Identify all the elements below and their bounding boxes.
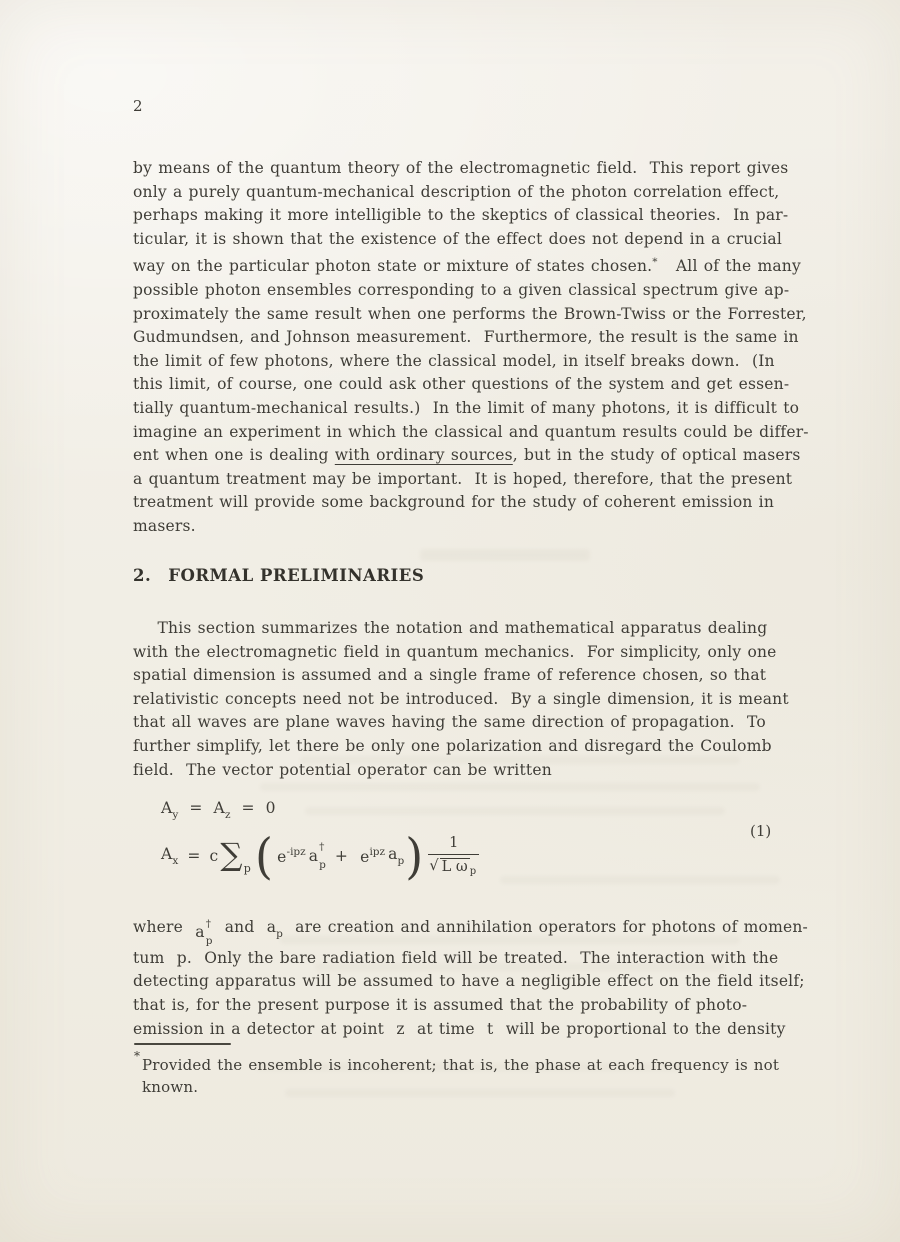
text-line: emission in a detector at point z at time t will be proportional to the density: [133, 1019, 786, 1038]
equation-number: (1): [750, 822, 772, 840]
radical-sign: √: [429, 857, 439, 874]
text-line: Provided the ensemble is incoherent; that is, the phase at each frequency is not: [142, 1056, 780, 1074]
text-line: proximately the same result when one performs the Brown-Twiss or the Forrester,: [133, 304, 807, 323]
footnote-marker: *: [134, 1049, 140, 1063]
summation-symbol: ∑ p: [220, 837, 251, 875]
text-line: that all waves are plane waves having the same direction of propagation. To: [133, 713, 766, 732]
math-A-z: $A_z$: [213, 799, 231, 821]
text-line: by means of the quantum theory of the electromagnetic field. This report gives: [133, 159, 789, 177]
math-creation-operator: a † p: [308, 841, 326, 871]
text-line: field. The vector potential operator can be written: [133, 760, 552, 779]
text-line: treatment will provide some background for the study of coherent emission in: [133, 493, 775, 512]
text-line: spatial dimension is assumed and a single frame of reference chosen, so that: [133, 666, 767, 685]
text-line: known.: [142, 1078, 199, 1096]
section-title: FORMAL PRELIMINARIES: [168, 566, 425, 585]
text-line: further simplify, let there be only one polarization and disregard the Coulomb: [133, 736, 772, 755]
text-line: possible photon ensembles corresponding to a given classical spectrum give ap-: [133, 280, 790, 299]
math-A-x: $A_x$: [161, 845, 179, 867]
text-line: that is, for the present purpose it is assumed that the probability of photo-: [133, 995, 748, 1014]
text-line: relativistic concepts need not be introduced. By a single dimension, it is meant: [133, 689, 789, 708]
math-fraction: 1 √ L ω p: [428, 835, 479, 877]
text-line: with the electromagnetic field in quantum mechanics. For simplicity, only one: [133, 642, 777, 661]
close-paren: ): [405, 827, 424, 885]
equals-sign: =: [189, 799, 203, 817]
text-line: the limit of few photons, where the classical model, in itself breaks down. (In: [133, 351, 775, 370]
paragraph-1: [133, 157, 809, 539]
open-paren: (: [255, 827, 274, 885]
text-line: way on the particular photon state or mixture of states chosen.* All of the many: [133, 256, 801, 276]
equals-sign: =: [187, 847, 201, 865]
math-A-y: $A_y$: [161, 799, 179, 821]
text-line: tially quantum-mechanical results.) In the limit of many photons, it is difficult to: [133, 398, 800, 417]
math-annihilation-operator: $a_p$: [388, 845, 405, 867]
text-line: Gudmundsen, and Johnson measurement. Furthermore, the result is the same in: [133, 328, 799, 347]
text-line: detecting apparatus will be assumed to have a negligible effect on the field itself;: [133, 972, 805, 991]
text-line: masers.: [133, 516, 196, 535]
text-line: only a purely quantum-mechanical description of the photon correlation effect,: [133, 182, 780, 201]
text-line: ent when one is dealing with ordinary sources, but in the study of optical masers: [133, 446, 801, 465]
equation-line-2: [161, 826, 479, 886]
text-line: this limit, of course, one could ask other questions of the system and get essen-: [133, 375, 790, 394]
text-line: a quantum treatment may be important. It is hoped, therefore, that the present: [133, 469, 793, 488]
equals-sign: =: [241, 799, 255, 817]
section-heading: [133, 566, 424, 585]
text-line: tum p. Only the bare radiation field will be treated. The interaction with the: [133, 948, 779, 967]
page-number: 2: [133, 97, 143, 115]
plus-sign: +: [334, 847, 349, 865]
footnote-rule: [134, 1043, 231, 1045]
math-coefficient-c: c: [209, 847, 219, 865]
paragraph-3: [133, 916, 808, 1041]
footnote-text: [133, 1054, 779, 1098]
math-exp-term-1: $e^{-ipz}$: [277, 846, 306, 866]
paragraph-2: [133, 617, 789, 782]
footnote: [133, 1049, 780, 1098]
text-line: This section summarizes the notation and mathematical apparatus dealing: [133, 619, 768, 637]
text-line: imagine an experiment in which the classical and quantum results could be differ-: [133, 422, 809, 441]
text-line: where a † p and $a_p$ are creation and annihilation operators for photons of momen-: [133, 917, 808, 948]
equation-line-1: [161, 799, 276, 821]
text-line: perhaps making it more intelligible to the skeptics of classical theories. In par-: [133, 206, 789, 225]
text-line: ticular, it is shown that the existence of the effect does not depend in a crucial: [133, 229, 783, 248]
math-zero: 0: [265, 799, 276, 817]
section-number: 2.: [133, 566, 152, 585]
math-exp-term-2: $e^{ipz}$: [360, 846, 386, 866]
